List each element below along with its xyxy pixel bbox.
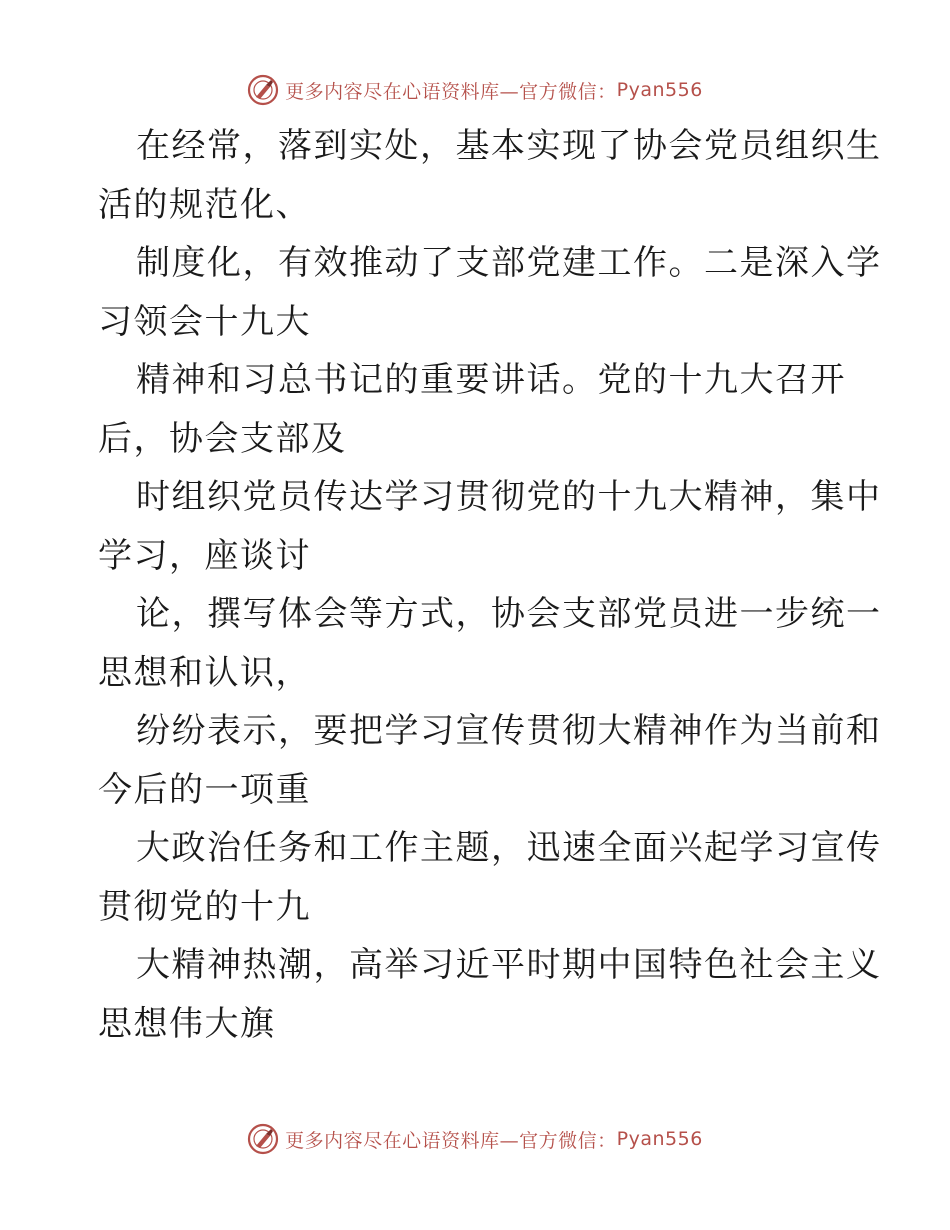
header-banner-text: 更多内容尽在心语资料库—官方微信： xyxy=(285,80,617,103)
body-line: 思想伟大旗 xyxy=(98,1003,276,1044)
body-line: 大政治任务和工作主题，迅速全面兴起学习宣传 xyxy=(136,828,882,868)
body-line: 在经常，落到实处，基本实现了协会党员组织生 xyxy=(136,126,882,166)
footer-banner-text: 更多内容尽在心语资料库—官方微信： xyxy=(285,1129,617,1152)
document-body xyxy=(98,117,882,1053)
body-line: 纷纷表示，要把学习宣传贯彻大精神作为当前和 xyxy=(136,711,882,751)
body-line: 制度化，有效推动了支部党建工作。二是深入学 xyxy=(136,243,882,283)
body-line: 思想和认识， xyxy=(98,652,311,693)
body-line: 今后的一项重 xyxy=(98,769,311,810)
header-banner xyxy=(0,70,950,110)
body-line: 精神和习总书记的重要讲话。党的十九大召开 xyxy=(136,360,846,400)
footer-wechat-id: Pyan556 xyxy=(616,1128,703,1150)
pen-nib-logo-icon xyxy=(247,74,279,106)
body-line: 后，协会支部及 xyxy=(98,418,347,459)
body-line: 贯彻党的十九 xyxy=(98,886,311,927)
body-line: 学习，座谈讨 xyxy=(98,535,311,576)
pen-nib-logo-icon xyxy=(247,1123,279,1155)
body-line: 大精神热潮，高举习近平时期中国特色社会主义 xyxy=(136,945,882,985)
body-line: 时组织党员传达学习贯彻党的十九大精神，集中 xyxy=(136,477,882,517)
body-line: 习领会十九大 xyxy=(98,301,311,342)
body-line: 活的规范化、 xyxy=(98,184,311,225)
header-wechat-id: Pyan556 xyxy=(616,79,703,101)
footer-banner xyxy=(0,1119,950,1159)
body-line: 论，撰写体会等方式，协会支部党员进一步统一 xyxy=(136,594,882,634)
